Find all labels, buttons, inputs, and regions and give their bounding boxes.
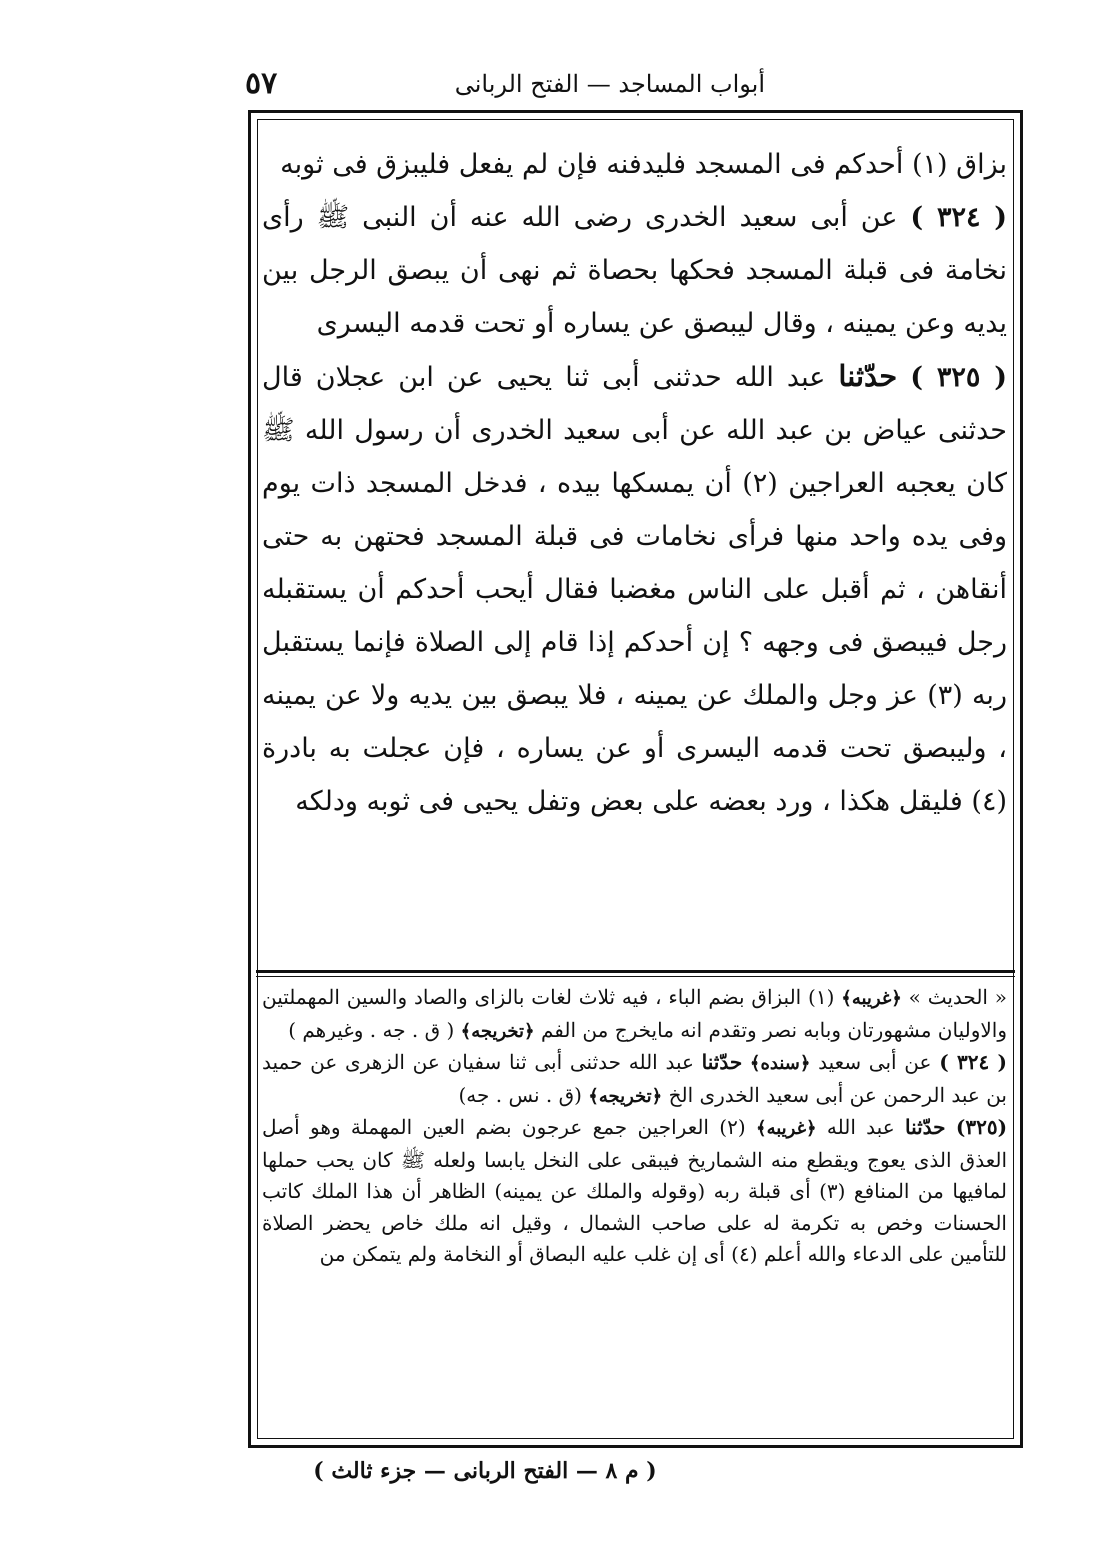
page-header bbox=[245, 64, 1025, 104]
note-2-text-a: عن أبى سعيد bbox=[818, 1050, 932, 1074]
signature-line: ( م ٨ — الفتح الربانى — جزء ثالث ) bbox=[313, 1458, 657, 1484]
hadith-number-324: ( ٣٢٤ ) bbox=[910, 202, 1007, 233]
note-3 bbox=[262, 1112, 1007, 1271]
note-3-text: (٢) العراجين جمع عرجون بضم العين المهملة وهو أصل العذق الذى يعوج ويقطع منه الشماريخ فيبقى على النخل يابسا ولعله ﷺ كان يحب حملها لمافيها من المنافع (٣) أى قبلة ربه (وقوله والملك عن يمينه) الظاهر أن هذا الملك كاتب الحسنات وخص به تكرمة له على صاحب الشمال ، وقيل انه ملك خاص يحضر الصلاة للتأمين على الدعاء والله أعلم (٤) أى إن غلب عليه البصاق أو النخامة ولم يتمكن من bbox=[262, 1115, 1007, 1266]
note-1-label: « الحديث » bbox=[908, 985, 1008, 1009]
note-3-text-a: عبد الله bbox=[826, 1115, 895, 1139]
page-number: ٥٧ bbox=[245, 66, 278, 101]
sanad-word: حدّثنا bbox=[838, 359, 898, 393]
note-2-tag2: ﴿تخريجه﴾ bbox=[588, 1085, 663, 1107]
note-1-tag2: ﴿تخريجه﴾ bbox=[460, 1020, 535, 1042]
notes-separator bbox=[256, 970, 1015, 973]
notes-separator-thin bbox=[256, 976, 1015, 977]
note-2-text-b: عبد الله حدثنى أبى ثنا سفيان عن الزهرى عن حميد بن عبد الرحمن عن أبى سعيد الخدرى الخ bbox=[262, 1050, 1007, 1107]
note-2-sanad: حدّثنا bbox=[701, 1050, 743, 1074]
note-2-end: (ق . نس . جه) bbox=[458, 1082, 582, 1107]
main-paragraph-2 bbox=[262, 191, 1007, 350]
main-text bbox=[262, 138, 1007, 968]
note-1-tag: ﴿غريبه﴾ bbox=[841, 988, 902, 1009]
note-3-sanad: حدّثنا bbox=[904, 1115, 946, 1139]
note-1 bbox=[262, 982, 1007, 1047]
note-2 bbox=[262, 1047, 1007, 1112]
note-3-number: (٣٢٥) bbox=[955, 1115, 1008, 1139]
hadith-325-text: عبد الله حدثنى أبى ثنا يحيى عن ابن عجلان قال حدثنى عياض بن عبد الله عن أبى سعيد الخدرى أن رسول الله ﷺ كان يعجبه العراجين (٢) أن يمسكها بيده ، فدخل المسجد ذات يوم وفى يده واحد منها فرأى نخامات فى قبلة المسجد فحتهن به حتى أنقاهن ، ثم أقبل على الناس مغضبا فقال أيحب أحدكم أن يستقبله رجل فيبصق فى وجهه ؟ إن أحدكم إذا قام إلى الصلاة فإنما يستقبل ربه (٣) عز وجل والملك عن يمينه ، فلا يبصق بين يديه ولا عن يمينه ، وليبصق تحت قدمه اليسرى أو عن يساره ، فإن عجلت به بادرة (٤) فليقل هكذا ، ورد بعضه على بعض وتفل يحيى فى ثوبه ودلكه bbox=[262, 362, 1007, 817]
note-2-tag: ﴿سنده﴾ bbox=[749, 1053, 811, 1074]
running-title: أبواب المساجد — الفتح الربانى bbox=[454, 70, 765, 98]
note-3-tag: ﴿غريبه﴾ bbox=[756, 1118, 817, 1139]
hadith-number-325: ( ٣٢٥ ) bbox=[910, 362, 1007, 393]
note-2-number: ( ٣٢٤ ) bbox=[939, 1050, 1008, 1074]
main-paragraph-1: بزاق (١) أحدكم فى المسجد فليدفنه فإن لم يفعل فليبزق فى ثوبه bbox=[280, 149, 1007, 180]
note-1-end: ( ق . جه . وغيرهم ) bbox=[288, 1017, 455, 1042]
note-1-text: (١) البزاق بضم الباء ، فيه ثلاث لغات بالزاى والصاد والسين المهملتين والاوليان مشهورتان وبابه نصر وتقدم انه مايخرج من الفم bbox=[262, 985, 1007, 1042]
footnotes bbox=[262, 982, 1007, 1437]
hadith-324-text: عن أبى سعيد الخدرى رضى الله عنه أن النبى ﷺ رأى نخامة فى قبلة المسجد فحكها بحصاة ثم نهى أن يبصق الرجل بين يديه وعن يمينه ، وقال ليبصق عن يساره أو تحت قدمه اليسرى bbox=[262, 202, 1007, 339]
main-paragraph-3 bbox=[262, 350, 1007, 828]
